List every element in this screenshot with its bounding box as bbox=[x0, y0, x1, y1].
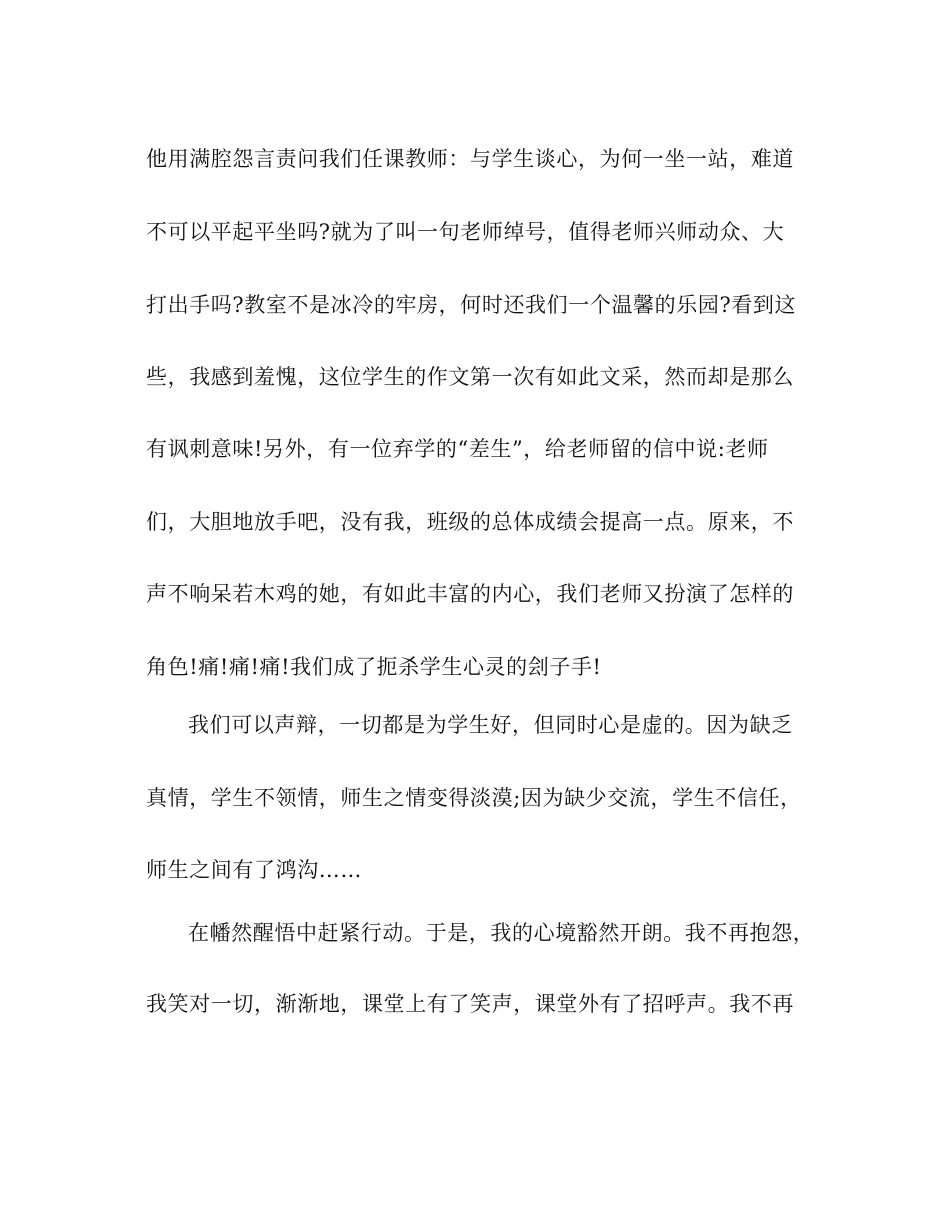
text-line: 真情，学生不领情，师生之情变得淡漠;因为缺少交流，学生不信任， bbox=[146, 786, 802, 810]
text-line: 他用满腔怨言责问我们任课教师：与学生谈心，为何一坐一站，难道 bbox=[146, 147, 794, 171]
text-line: 些，我感到羞愧，这位学生的作文第一次有如此文采，然而却是那么 bbox=[146, 365, 794, 389]
text-line: 不可以平起平坐吗?就为了叫一句老师绰号，值得老师兴师动众、大 bbox=[146, 220, 785, 244]
paragraph-first-line: 在幡然醒悟中赶紧行动。于是，我的心境豁然开朗。我不再抱怨， bbox=[188, 921, 815, 945]
text-line: 声不响呆若木鸡的她，有如此丰富的内心，我们老师又扮演了怎样的 bbox=[146, 582, 794, 606]
text-line: 打出手吗?教室不是冰冷的牢房，何时还我们一个温馨的乐园?看到这 bbox=[146, 293, 797, 317]
text-line: 有讽刺意味!另外，有一位弃学的“差生”，给老师留的信中说:老师 bbox=[146, 437, 769, 461]
text-line: 角色!痛!痛!痛!我们成了扼杀学生心灵的刽子手! bbox=[146, 655, 602, 679]
text-line: 我笑对一切，渐渐地，课堂上有了笑声，课堂外有了招呼声。我不再 bbox=[146, 992, 794, 1016]
paragraph-first-line: 我们可以声辩，一切都是为学生好，但同时心是虚的。因为缺乏 bbox=[188, 713, 793, 737]
text-line: 们，大胆地放手吧，没有我，班级的总体成绩会提高一点。原来，不 bbox=[146, 510, 794, 534]
text-line: 师生之间有了鸿沟…… bbox=[146, 858, 362, 882]
